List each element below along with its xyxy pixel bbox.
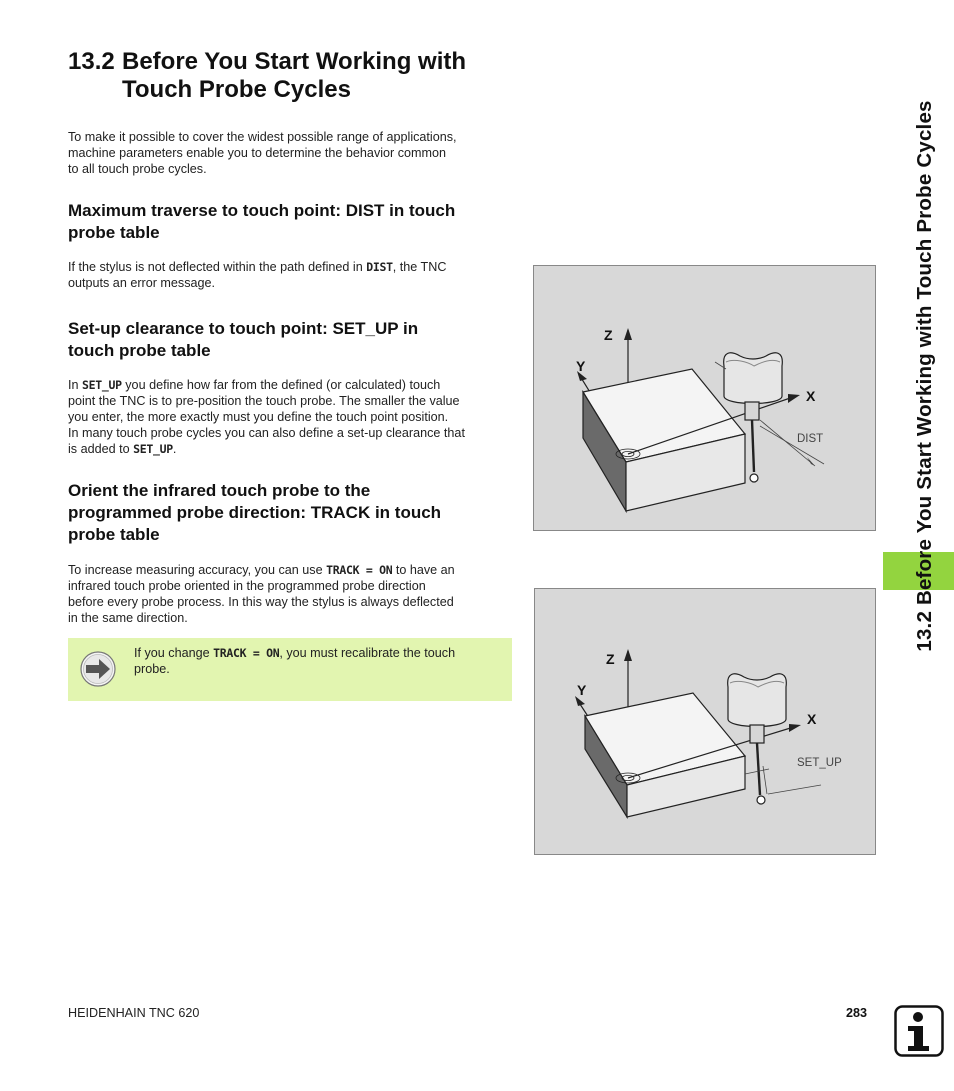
side-chapter-title: [900, 30, 950, 722]
dimension-extension: [760, 426, 824, 464]
arrow-right-icon: [80, 651, 116, 687]
paragraph-line: before every probe process. In this way the stylus is always deflected: [68, 595, 454, 609]
intro-line: machine parameters enable you to determine the behavior common: [68, 146, 447, 160]
paragraph-setup: [68, 377, 512, 457]
paragraph-line: [68, 441, 512, 457]
dimension-extension: [745, 769, 769, 774]
keyword-track: TRACK = ON: [213, 646, 280, 660]
axis-label-y: Y: [577, 682, 587, 698]
text-run: If the stylus is not deflected within the path defined in: [68, 260, 367, 274]
heading-line: programmed probe direction: TRACK in touch: [68, 503, 442, 522]
intro-line: To make it possible to cover the widest possible range of applications,: [68, 130, 457, 144]
diagram-setup: [535, 589, 877, 856]
heading-line: probe table: [68, 525, 160, 544]
text-run: , the TNC: [392, 260, 447, 274]
paragraph-line: you enter, the more exactly must you define the touch point position.: [68, 410, 449, 424]
heading-line: Set-up clearance to touch point: SET_UP in: [68, 319, 419, 338]
page-number: 283: [846, 1006, 868, 1020]
heading-line: touch probe table: [68, 341, 211, 360]
axis-label-x: X: [807, 711, 817, 727]
text-run: .: [172, 442, 177, 456]
keyword-track: TRACK = ON: [326, 563, 393, 577]
keyword-setup: SET_UP: [82, 378, 122, 392]
chapter-title-line2: Touch Probe Cycles: [122, 76, 351, 103]
probe-ball: [750, 474, 758, 482]
probe-ball: [757, 796, 765, 804]
figure-setup: [534, 588, 876, 855]
chapter-number: 13.2: [68, 48, 115, 75]
text-run: , you must recalibrate the touch: [279, 646, 456, 660]
paragraph-line: [68, 259, 512, 275]
axis-label-y: Y: [576, 358, 586, 374]
paragraph-line: In many touch probe cycles you can also define a set-up clearance that: [68, 426, 465, 440]
heading-line: probe table: [68, 223, 160, 242]
heading-track: [68, 480, 512, 546]
text-run: In: [68, 378, 83, 392]
paragraph-line: [68, 377, 512, 393]
probe-stylus: [752, 420, 754, 472]
dimension-label-dist: DIST: [797, 433, 824, 445]
paragraph-line: in the same direction.: [68, 611, 188, 625]
paragraph-line: infrared touch probe oriented in the programmed probe direction: [68, 579, 426, 593]
dimension-line: [768, 785, 821, 794]
figure-dist: [533, 265, 876, 531]
axis-label-z: Z: [606, 651, 615, 667]
paragraph-line: point the TNC is to pre-position the touch probe. The smaller the value: [68, 394, 460, 408]
footer-manual-name: HEIDENHAIN TNC 620: [68, 1006, 200, 1020]
z-axis-arrow: [624, 328, 632, 340]
heading-line: Maximum traverse to touch point: DIST in touch: [68, 201, 456, 220]
probe-shank: [745, 402, 759, 420]
side-chapter-title-text: 13.2 Before You Start Working with Touch Probe Cycles: [913, 100, 936, 652]
text-run: To increase measuring accuracy, you can use: [68, 563, 327, 577]
chapter-title: [68, 48, 538, 104]
paragraph-line: [68, 562, 512, 578]
heading-dist: [68, 200, 512, 244]
dimension-label-setup: SET_UP: [797, 757, 842, 769]
probe-stylus: [757, 743, 760, 795]
text-run: is added to: [68, 442, 134, 456]
paragraph-line: outputs an error message.: [68, 276, 216, 290]
x-axis-arrow: [789, 724, 801, 732]
axis-label-x: X: [806, 388, 816, 404]
heading-setup: [68, 318, 512, 362]
probe-shank: [750, 725, 764, 743]
chapter-title-line1: Before You Start Working with: [122, 48, 467, 75]
note-box: [68, 638, 512, 701]
heading-line: Orient the infrared touch probe to the: [68, 481, 371, 500]
text-run: If you change: [134, 646, 214, 660]
x-axis-arrow: [788, 394, 800, 403]
diagram-dist: [534, 266, 877, 532]
intro-paragraph: [68, 129, 512, 177]
axis-label-z: Z: [604, 327, 613, 343]
note-line: probe.: [134, 662, 170, 676]
note-text: [134, 645, 504, 677]
text-run: to have an: [392, 563, 455, 577]
info-icon: [894, 1005, 944, 1057]
keyword-dist: DIST: [366, 260, 393, 274]
paragraph-dist: [68, 259, 512, 291]
text-run: you define how far from the defined (or calculated) touch: [121, 378, 441, 392]
keyword-setup: SET_UP: [133, 442, 173, 456]
z-axis-arrow: [624, 649, 632, 661]
paragraph-track: [68, 562, 512, 626]
intro-line: to all touch probe cycles.: [68, 162, 207, 176]
note-line: [134, 645, 504, 661]
